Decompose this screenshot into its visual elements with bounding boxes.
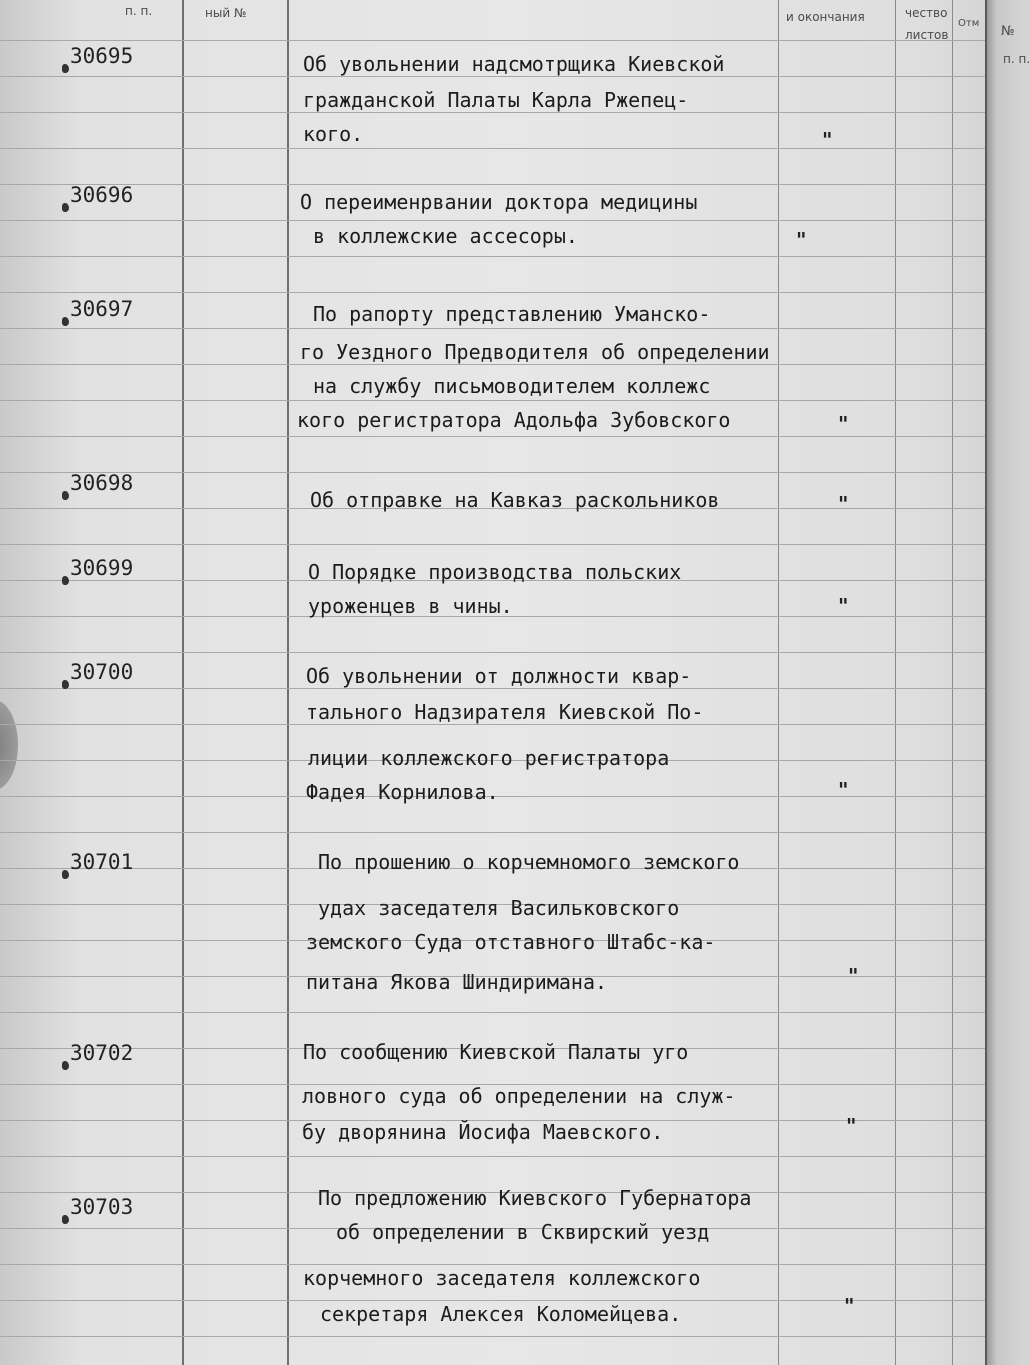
- ruled-line: [0, 1012, 985, 1013]
- header-inventory: ный №: [205, 6, 247, 20]
- record-number: 30696: [70, 183, 134, 207]
- record-text-line: По сообщению Киевской Палаты уго: [303, 1040, 689, 1064]
- header-note: Отм: [958, 18, 980, 29]
- record-text-line: питана Якова Шиндиримана.: [306, 970, 608, 994]
- binder-hole: [0, 700, 18, 790]
- ruled-line: [0, 292, 985, 293]
- record-text-line: корчемного заседателя коллежского: [303, 1266, 701, 1290]
- record-text-line: кого.: [303, 122, 364, 146]
- record-text-line: По предложению Киевского Губернатора: [318, 1186, 752, 1210]
- record-number: 30695: [70, 44, 134, 68]
- record-text-line: По рапорту представлению Уманско-: [313, 302, 711, 326]
- ruled-line: [0, 112, 985, 113]
- ruled-line: [0, 1300, 985, 1301]
- next-page-pp: п. п.: [1003, 52, 1030, 66]
- record-text-line: Об увольнении от должности квар-: [306, 664, 692, 688]
- column-rule: [895, 0, 896, 1365]
- record-text-line: Фадея Корнилова.: [306, 780, 499, 804]
- ruled-line: [0, 76, 985, 77]
- ruled-line: [0, 364, 985, 365]
- ruled-line: [0, 220, 985, 221]
- ditto-mark: ": [838, 412, 849, 436]
- record-text-line: кого регистратора Адольфа Зубовского: [297, 408, 731, 432]
- record-number: 30701: [70, 850, 134, 874]
- record-number: 30699: [70, 556, 134, 580]
- ditto-mark: ": [796, 228, 807, 252]
- record-text-line: Об увольнении надсмотрщика Киевской: [303, 52, 725, 76]
- ink-blot: [62, 491, 69, 500]
- ditto-mark: ": [838, 778, 849, 802]
- record-number: 30703: [70, 1195, 134, 1219]
- ink-blot: [62, 203, 69, 212]
- ruled-line: [0, 436, 985, 437]
- record-number: 30697: [70, 297, 134, 321]
- ink-blot: [62, 870, 69, 879]
- column-rule: [952, 0, 953, 1365]
- ruled-line: [0, 328, 985, 329]
- record-text-line: удах заседателя Васильковского: [318, 896, 680, 920]
- ditto-mark: ": [844, 1294, 855, 1318]
- ruled-line: [0, 724, 985, 725]
- ruled-line: [0, 256, 985, 257]
- ink-blot: [62, 64, 69, 73]
- ruled-line: [0, 688, 985, 689]
- record-text-line: О Порядке производства польских: [308, 560, 682, 584]
- ruled-line: [0, 652, 985, 653]
- record-text-line: Об отправке на Кавказ раскольников: [310, 488, 720, 512]
- ruled-line: [0, 1156, 985, 1157]
- ruled-line: [0, 1264, 985, 1265]
- record-text-line: тального Надзирателя Киевской По-: [306, 700, 704, 724]
- ditto-mark: ": [846, 1114, 857, 1138]
- column-rule: [287, 0, 289, 1365]
- ditto-mark: ": [848, 964, 859, 988]
- ruled-line: [0, 40, 985, 41]
- next-page-header: №: [1001, 24, 1015, 39]
- record-text-line: го Уездного Предводителя об определении: [300, 340, 770, 364]
- ink-blot: [62, 680, 69, 689]
- record-text-line: в коллежские ассесоры.: [313, 224, 578, 248]
- header-number: п. п.: [125, 4, 153, 18]
- ruled-line: [0, 148, 985, 149]
- header-sheets-2: листов: [905, 28, 949, 42]
- column-rule: [778, 0, 779, 1365]
- ditto-mark: ": [838, 492, 849, 516]
- record-text-line: секретаря Алексея Коломейцева.: [320, 1302, 682, 1326]
- ink-blot: [62, 317, 69, 326]
- record-text-line: об определении в Сквирский уезд: [336, 1220, 710, 1244]
- ruled-line: [0, 1336, 985, 1337]
- record-number: 30698: [70, 471, 134, 495]
- record-text-line: лиции коллежского регистратора: [308, 746, 670, 770]
- record-number: 30700: [70, 660, 134, 684]
- record-text-line: на службу письмоводителем коллежс: [313, 374, 711, 398]
- header-dates: и окончания: [786, 10, 865, 24]
- record-number: 30702: [70, 1041, 134, 1065]
- record-text-line: О переименрвании доктора медицины: [300, 190, 698, 214]
- record-text-line: ловного суда об определении на служ-: [302, 1084, 736, 1108]
- ink-blot: [62, 576, 69, 585]
- header-sheets-1: чество: [905, 6, 948, 20]
- record-text-line: земского Суда отставного Штабс-ка-: [306, 930, 716, 954]
- record-text-line: гражданской Палаты Карла Ржепец-: [303, 88, 689, 112]
- ruled-line: [0, 400, 985, 401]
- ditto-mark: ": [838, 594, 849, 618]
- record-text-line: бу дворянина Йосифа Маевского.: [302, 1120, 664, 1144]
- ruled-line: [0, 544, 985, 545]
- column-rule: [182, 0, 184, 1365]
- ruled-line: [0, 832, 985, 833]
- record-text-line: По прошению о корчемномого земского: [318, 850, 740, 874]
- record-text-line: уроженцев в чины.: [308, 594, 513, 618]
- next-page-edge: [985, 0, 1030, 1365]
- ditto-mark: ": [822, 128, 833, 152]
- ink-blot: [62, 1061, 69, 1070]
- ink-blot: [62, 1215, 69, 1224]
